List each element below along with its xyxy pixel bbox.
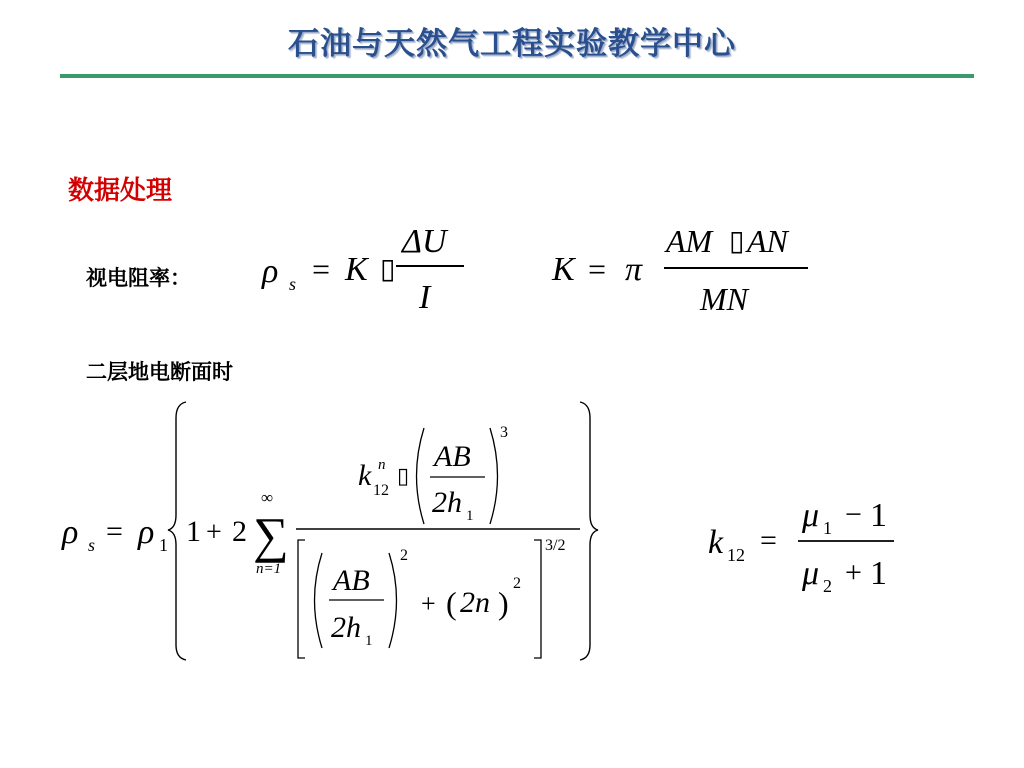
k-subscript: 12 xyxy=(373,482,389,499)
summation-sign: ∑ xyxy=(253,507,289,563)
k-symbol: k xyxy=(708,524,724,561)
right-bracket xyxy=(534,540,541,658)
one-term: 1 xyxy=(870,555,887,592)
three-halves-exponent: 3/2 xyxy=(545,537,566,554)
placeholder-glyph: ▯ xyxy=(729,226,745,257)
numerator-delta-u: ΔU xyxy=(402,223,447,260)
summation-lower-limit: n=1 xyxy=(256,561,282,577)
plus-sign: + xyxy=(421,589,436,618)
section-title: 数据处理 xyxy=(68,176,173,206)
summation-upper-limit: ∞ xyxy=(261,488,274,507)
square-exponent: 2 xyxy=(513,575,521,592)
k-symbol: K xyxy=(345,251,368,288)
two-layer-section-label: 二层地电断面时 xyxy=(86,359,233,384)
rho1-subscript: 1 xyxy=(159,535,168,555)
rho-symbol: ρ xyxy=(62,514,79,551)
one-term: 1 xyxy=(186,515,201,548)
one-term: 1 xyxy=(870,497,887,534)
close-paren: ) xyxy=(498,585,509,621)
denominator-ab: AB xyxy=(333,564,370,597)
right-paren xyxy=(490,428,498,524)
equals-sign: = xyxy=(588,251,607,287)
geometric-factor-formula xyxy=(551,223,808,317)
h-subscript: 1 xyxy=(466,508,474,524)
two-term: 2 xyxy=(232,515,247,548)
k-superscript: n xyxy=(378,457,386,473)
cube-exponent: 3 xyxy=(500,424,508,441)
left-paren-denominator xyxy=(315,553,323,648)
open-paren: ( xyxy=(446,585,457,621)
equals-sign: = xyxy=(312,251,331,287)
denominator-2h: 2h xyxy=(432,486,462,519)
k-symbol: k xyxy=(358,459,372,492)
left-paren xyxy=(417,428,425,524)
apparent-resistivity-label: 视电阻率： xyxy=(86,265,191,290)
placeholder-glyph: ▯ xyxy=(380,254,396,285)
numerator-ab: AB xyxy=(434,440,471,473)
k-symbol: K xyxy=(552,251,575,288)
k-subscript: 12 xyxy=(727,545,745,565)
h-subscript: 1 xyxy=(365,633,373,649)
numerator-am: AM xyxy=(666,223,713,259)
reflection-coefficient-formula xyxy=(708,497,894,596)
denominator-2h: 2h xyxy=(331,611,361,644)
minus-sign: − xyxy=(845,498,862,531)
two-layer-formula xyxy=(61,402,598,660)
square-exponent: 2 xyxy=(400,547,408,564)
pi-symbol: π xyxy=(625,251,643,288)
right-brace xyxy=(580,402,598,660)
slide-header-title: 石油与天然气工程实验教学中心 xyxy=(288,26,736,62)
two-n-term: 2n xyxy=(460,586,490,619)
rho-symbol: ρ xyxy=(262,253,279,290)
plus-sign: + xyxy=(845,556,862,589)
equals-sign: = xyxy=(106,515,123,548)
denominator-i: I xyxy=(419,279,431,316)
rho1-symbol: ρ xyxy=(138,514,155,551)
rho-subscript: s xyxy=(289,274,297,294)
mu2-subscript: 2 xyxy=(823,576,832,596)
apparent-resistivity-formula xyxy=(261,223,464,316)
left-bracket xyxy=(298,540,305,658)
mu1-subscript: 1 xyxy=(823,518,832,538)
plus-sign: + xyxy=(206,517,222,548)
equals-sign: = xyxy=(760,524,777,557)
mu1-symbol: μ xyxy=(802,497,820,534)
rho-subscript: s xyxy=(88,535,96,555)
denominator-mn: MN xyxy=(700,281,748,317)
right-paren-denominator xyxy=(389,553,397,648)
left-brace xyxy=(168,402,186,660)
numerator-an: AN xyxy=(747,223,788,259)
placeholder-glyph: ▯ xyxy=(397,463,410,488)
mu2-symbol: μ xyxy=(802,555,820,592)
